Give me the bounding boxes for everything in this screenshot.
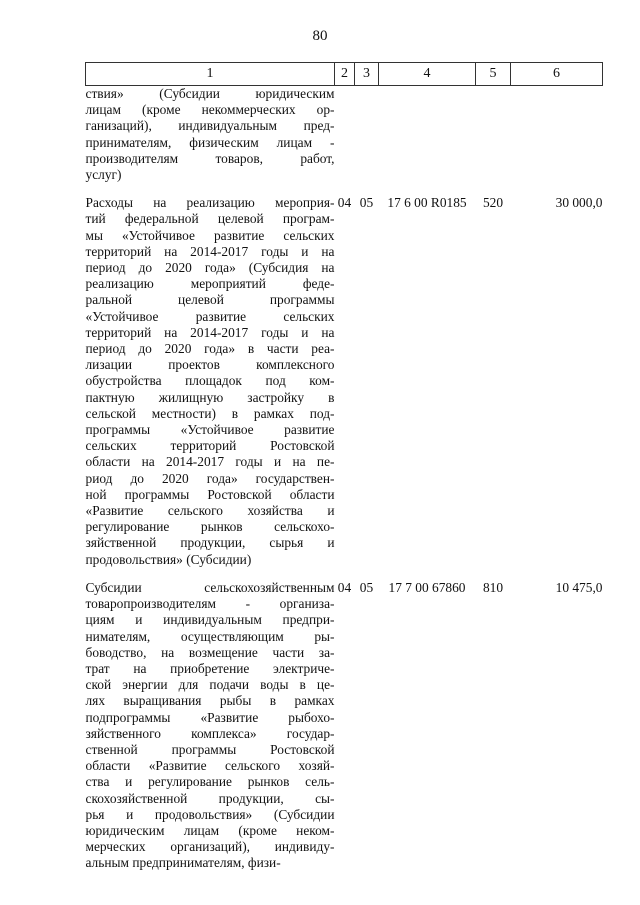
target-article-code (379, 86, 476, 196)
description-line: пактную жилищную застройку в (85, 389, 335, 405)
section-code (335, 86, 355, 196)
description-line: лизации проектов комплексного (85, 357, 335, 373)
description-line: Субсидии сельскохозяйственным (85, 579, 335, 595)
description-line: территорий на 2014-2017 годы и на (85, 243, 335, 259)
description-line: период до 2020 года» в части реа- (85, 341, 335, 357)
amount-value: 10 475,0 (555, 579, 603, 595)
description-line: реализацию мероприятий феде- (85, 276, 335, 292)
description-line: области «Развитие сельского хозяй- (85, 758, 335, 774)
description-line: зяйственной продукции, сырья и (85, 535, 335, 551)
description-line: зяйственного комплекса» государ- (85, 725, 335, 741)
description-line: области на 2014-2017 годы и на пе- (85, 454, 335, 470)
table-row (86, 86, 603, 196)
description-line: подпрограммы «Развитие рыбохо- (85, 709, 335, 725)
amount-value (511, 86, 603, 196)
description-line: рья и продовольствия» (Субсидии (85, 806, 335, 822)
column-header: 2 (335, 63, 355, 86)
description-line: регулирование рынков сельскохо- (85, 519, 335, 535)
column-header: 4 (379, 63, 476, 86)
description-line: юридическим лицам (кроме неком- (85, 822, 335, 838)
description-line: «Устойчивое развитие сельских (85, 308, 335, 324)
column-header: 1 (86, 63, 335, 86)
expense-type-code: 810 (482, 579, 504, 595)
expense-type-code: 520 (482, 195, 504, 211)
subsection-code: 05 (359, 195, 374, 211)
description-line: ганизаций), индивидуальным пред- (85, 118, 335, 134)
expense-type-code (476, 86, 511, 196)
description-line: программы «Устойчивое развитие (85, 422, 335, 438)
description-line: период до 2020 года» (Субсидия на (85, 260, 335, 276)
description-line: мерческих организаций), индивиду- (85, 839, 335, 855)
description-line: товаропроизводителям - организа- (85, 596, 335, 612)
description-line: ской энергии для подачи воды в це- (85, 677, 335, 693)
description-line: ствия» (Субсидии юридическим (85, 86, 335, 101)
description-line: обустройства площадок под ком- (85, 373, 335, 389)
description-line: ственной программы Ростовской (85, 741, 335, 757)
description-line: сельских территорий Ростовской (85, 438, 335, 454)
row-description (86, 86, 335, 196)
page-number: 80 (312, 28, 328, 44)
description-line: лях выращивания рыбы в рамках (85, 693, 335, 709)
description-line: нимателям, осуществляющим ры- (85, 628, 335, 644)
description-line: принимателям, физическим лицам - (85, 134, 335, 150)
target-article-code: 17 7 00 67860 (388, 579, 466, 595)
description-line: боводство, на возмещение части за- (85, 644, 335, 660)
description-line: продовольствия» (Субсидии) (85, 551, 252, 567)
subsection-code (355, 86, 379, 196)
description-line: сельской местности) в рамках под- (85, 405, 335, 421)
description-line: «Развитие сельского хозяйства и (85, 503, 335, 519)
table-header-row (86, 63, 603, 86)
section-code: 04 (337, 579, 352, 595)
target-article-code: 17 6 00 R0185 (387, 195, 467, 211)
column-header: 6 (511, 63, 603, 86)
description-line: ральной целевой программы (85, 292, 335, 308)
row-description (86, 580, 335, 884)
description-line: трат на приобретение электриче- (85, 660, 335, 676)
subsection-code: 05 (359, 579, 374, 595)
section-code: 04 (337, 195, 352, 211)
row-description (86, 195, 335, 580)
description-line: мы «Устойчивое развитие сельских (85, 227, 335, 243)
description-line: лицам (кроме некоммерческих ор- (85, 102, 335, 118)
description-line: Расходы на реализацию мероприя- (85, 195, 335, 211)
description-line: производителям товаров, работ, (85, 150, 335, 166)
description-line: услуг) (85, 167, 122, 183)
description-line: скохозяйственной продукции, сы- (85, 790, 335, 806)
description-line: ства и регулирование рынков сель- (85, 774, 335, 790)
column-header: 3 (355, 63, 379, 86)
column-header: 5 (476, 63, 511, 86)
description-line: ной программы Ростовской области (85, 486, 335, 502)
amount-value: 30 000,0 (555, 195, 603, 211)
description-line: альным предпринимателям, физи- (85, 855, 281, 871)
description-line: территорий на 2014-2017 годы и на (85, 324, 335, 340)
description-line: риод до 2020 года» государствен- (85, 470, 335, 486)
description-line: циям и индивидуальным предпри- (85, 612, 335, 628)
table-row (86, 195, 603, 580)
description-line: тий федеральной целевой програм- (85, 211, 335, 227)
budget-table (85, 62, 603, 884)
table-row (86, 580, 603, 884)
